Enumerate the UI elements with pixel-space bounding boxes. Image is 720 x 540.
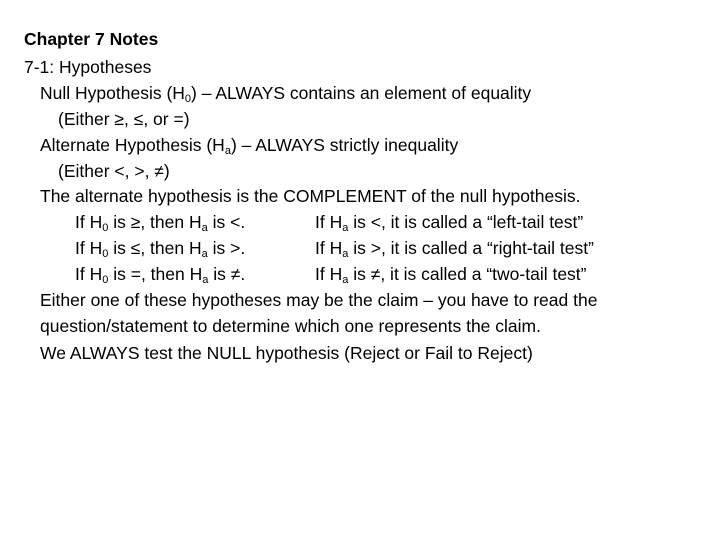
test-null-statement: We ALWAYS test the NULL hypothesis (Reject or Fail to Reject) <box>40 343 533 363</box>
null-hypothesis-detail: (Either ≥, ≤, or =) <box>58 109 190 129</box>
notes-title: Chapter 7 Notes <box>24 29 159 49</box>
rule-test-1: If $H_a$ is >, it is called a “right-tail test” <box>315 238 594 260</box>
rule-if-2: If $H_0$ is =, then $H_a$ is ≠. <box>75 264 246 286</box>
rule-test-2: If $H_a$ is ≠, it is called a “two-tail test” <box>315 264 587 286</box>
rule-if-0: If $H_0$ is ≥, then $H_a$ is <. <box>75 212 246 234</box>
section-heading: 7-1: Hypotheses <box>24 57 152 77</box>
null-hypothesis-line: Null Hypothesis $(H_0)$ – ALWAYS contains an element of equality <box>40 83 532 105</box>
complement-statement: The alternate hypothesis is the COMPLEMENT of the null hypothesis. <box>40 186 581 206</box>
alternate-hypothesis-detail: (Either <, >, ≠) <box>58 161 170 181</box>
alternate-hypothesis-line: Alternate Hypothesis $(H_a)$ – ALWAYS strictly inequality <box>40 135 459 157</box>
claim-statement-line-1: Either one of these hypotheses may be the claim – you have to read the <box>40 290 598 310</box>
claim-statement-line-2: question/statement to determine which one represents the claim. <box>40 316 541 336</box>
rule-if-1: If $H_0$ is ≤, then $H_a$ is >. <box>75 238 246 260</box>
rule-test-0: If $H_a$ is <, it is called a “left-tail test” <box>315 212 584 234</box>
